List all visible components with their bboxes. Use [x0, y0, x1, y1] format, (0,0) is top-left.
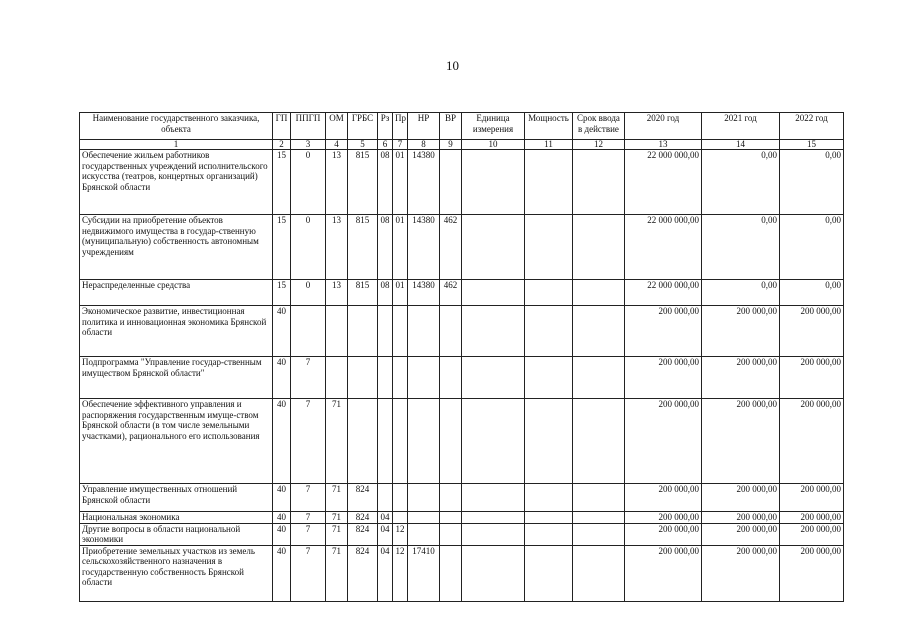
row-value-cell: 40 — [273, 484, 291, 512]
header-cell: ОМ — [326, 113, 348, 140]
row-value-cell — [573, 399, 625, 484]
row-value-cell: 815 — [348, 215, 378, 280]
row-value-cell: 815 — [348, 280, 378, 306]
column-number: 7 — [393, 140, 408, 150]
row-value-cell: 0,00 — [780, 215, 844, 280]
row-value-cell: 13 — [326, 150, 348, 215]
column-number: 14 — [702, 140, 780, 150]
row-value-cell — [348, 357, 378, 399]
row-value-cell: 462 — [440, 280, 462, 306]
row-value-cell: 200 000,00 — [625, 545, 702, 601]
row-value-cell: 200 000,00 — [702, 306, 780, 357]
row-value-cell — [393, 399, 408, 484]
row-value-cell: 04 — [378, 523, 393, 545]
header-cell: Рз — [378, 113, 393, 140]
column-number: 3 — [291, 140, 326, 150]
row-value-cell: 08 — [378, 215, 393, 280]
budget-table — [79, 112, 844, 602]
row-value-cell: 824 — [348, 484, 378, 512]
row-value-cell — [462, 306, 525, 357]
column-number: 11 — [525, 140, 573, 150]
table-row — [80, 150, 844, 215]
row-value-cell: 14380 — [408, 150, 440, 215]
row-value-cell: 200 000,00 — [780, 523, 844, 545]
row-value-cell: 01 — [393, 280, 408, 306]
row-value-cell — [408, 399, 440, 484]
row-value-cell — [440, 545, 462, 601]
table-row — [80, 280, 844, 306]
row-value-cell: 40 — [273, 523, 291, 545]
table-row — [80, 512, 844, 524]
header-cell: Пр — [393, 113, 408, 140]
row-value-cell: 40 — [273, 399, 291, 484]
row-value-cell: 71 — [326, 545, 348, 601]
table-row — [80, 484, 844, 512]
row-value-cell — [573, 280, 625, 306]
row-value-cell — [393, 357, 408, 399]
row-value-cell: 200 000,00 — [702, 512, 780, 524]
row-value-cell — [525, 512, 573, 524]
row-value-cell — [525, 399, 573, 484]
row-value-cell — [525, 545, 573, 601]
table-row — [80, 306, 844, 357]
table-row — [80, 545, 844, 601]
row-value-cell: 22 000 000,00 — [625, 150, 702, 215]
row-value-cell: 824 — [348, 545, 378, 601]
row-value-cell: 14380 — [408, 280, 440, 306]
row-value-cell — [408, 357, 440, 399]
row-value-cell — [573, 512, 625, 524]
row-value-cell — [462, 280, 525, 306]
row-value-cell — [378, 357, 393, 399]
row-value-cell: 15 — [273, 215, 291, 280]
row-value-cell: 04 — [378, 545, 393, 601]
row-value-cell: 200 000,00 — [780, 484, 844, 512]
row-value-cell — [462, 523, 525, 545]
row-value-cell: 13 — [326, 215, 348, 280]
row-name-cell: Другие вопросы в области национальной экономики — [80, 523, 273, 545]
row-value-cell: 0 — [291, 150, 326, 215]
row-value-cell — [525, 523, 573, 545]
row-value-cell — [326, 306, 348, 357]
row-value-cell: 08 — [378, 150, 393, 215]
row-value-cell — [348, 399, 378, 484]
column-number: 4 — [326, 140, 348, 150]
header-cell: 2022 год — [780, 113, 844, 140]
row-value-cell — [525, 215, 573, 280]
row-value-cell — [462, 545, 525, 601]
header-cell: Срок ввода в действие — [573, 113, 625, 140]
row-value-cell — [462, 215, 525, 280]
row-value-cell — [408, 523, 440, 545]
row-value-cell — [408, 484, 440, 512]
row-value-cell: 200 000,00 — [625, 399, 702, 484]
row-value-cell: 15 — [273, 150, 291, 215]
row-value-cell — [573, 545, 625, 601]
row-value-cell — [440, 484, 462, 512]
row-value-cell — [440, 150, 462, 215]
header-cell: НР — [408, 113, 440, 140]
column-number: 8 — [408, 140, 440, 150]
row-value-cell: 200 000,00 — [780, 399, 844, 484]
row-value-cell: 40 — [273, 512, 291, 524]
row-value-cell: 0,00 — [702, 280, 780, 306]
row-value-cell — [462, 484, 525, 512]
row-value-cell: 71 — [326, 484, 348, 512]
row-name-cell: Управление имущественных отношений Брянской области — [80, 484, 273, 512]
row-value-cell: 7 — [291, 399, 326, 484]
row-value-cell: 200 000,00 — [780, 357, 844, 399]
row-value-cell: 71 — [326, 399, 348, 484]
row-value-cell — [440, 512, 462, 524]
column-number-row — [80, 140, 844, 150]
row-value-cell: 40 — [273, 545, 291, 601]
row-value-cell: 200 000,00 — [702, 523, 780, 545]
row-name-cell: Обеспечение жильем работников государственных учреждений исполнительского искусства (театров, концертных организаций) Брянской области — [80, 150, 273, 215]
table-row — [80, 523, 844, 545]
row-value-cell: 12 — [393, 545, 408, 601]
row-name-cell: Субсидии на приобретение объектов недвижимого имущества в государ-ственную (муниципальную) собственность автономным учреждениям — [80, 215, 273, 280]
row-value-cell — [393, 512, 408, 524]
row-value-cell: 01 — [393, 215, 408, 280]
row-value-cell: 824 — [348, 523, 378, 545]
row-value-cell: 17410 — [408, 545, 440, 601]
column-number: 9 — [440, 140, 462, 150]
row-value-cell — [378, 306, 393, 357]
row-value-cell — [525, 280, 573, 306]
row-value-cell: 40 — [273, 306, 291, 357]
row-value-cell: 7 — [291, 523, 326, 545]
row-value-cell: 0 — [291, 280, 326, 306]
column-number: 1 — [80, 140, 273, 150]
row-value-cell — [291, 306, 326, 357]
table-row — [80, 215, 844, 280]
row-value-cell: 200 000,00 — [625, 484, 702, 512]
row-value-cell: 12 — [393, 523, 408, 545]
row-value-cell — [525, 150, 573, 215]
row-value-cell: 08 — [378, 280, 393, 306]
row-value-cell — [573, 150, 625, 215]
table-row — [80, 399, 844, 484]
row-value-cell — [525, 484, 573, 512]
row-value-cell: 200 000,00 — [702, 484, 780, 512]
header-cell: ВР — [440, 113, 462, 140]
header-cell: Мощность — [525, 113, 573, 140]
row-value-cell — [326, 357, 348, 399]
table-header-row — [80, 113, 844, 140]
header-cell: ГП — [273, 113, 291, 140]
row-value-cell: 200 000,00 — [625, 306, 702, 357]
row-value-cell: 200 000,00 — [702, 545, 780, 601]
row-value-cell: 200 000,00 — [780, 306, 844, 357]
row-value-cell — [462, 150, 525, 215]
row-value-cell: 7 — [291, 484, 326, 512]
row-name-cell: Экономическое развитие, инвестиционная политика и инновационная экономика Брянской области — [80, 306, 273, 357]
row-value-cell — [378, 484, 393, 512]
row-value-cell — [462, 357, 525, 399]
row-value-cell: 0,00 — [780, 280, 844, 306]
header-cell: Единица измерения — [462, 113, 525, 140]
row-value-cell: 0,00 — [780, 150, 844, 215]
row-value-cell — [348, 306, 378, 357]
row-value-cell: 200 000,00 — [780, 545, 844, 601]
header-cell: 2020 год — [625, 113, 702, 140]
row-value-cell — [440, 306, 462, 357]
row-value-cell: 7 — [291, 357, 326, 399]
row-value-cell: 15 — [273, 280, 291, 306]
row-value-cell — [462, 399, 525, 484]
column-number: 2 — [273, 140, 291, 150]
row-value-cell: 0 — [291, 215, 326, 280]
table-row — [80, 357, 844, 399]
row-value-cell: 200 000,00 — [625, 512, 702, 524]
row-value-cell: 0,00 — [702, 150, 780, 215]
row-value-cell — [408, 306, 440, 357]
header-cell: ГРБС — [348, 113, 378, 140]
row-value-cell: 200 000,00 — [625, 357, 702, 399]
row-value-cell — [440, 357, 462, 399]
row-value-cell: 200 000,00 — [625, 523, 702, 545]
row-value-cell: 7 — [291, 512, 326, 524]
row-value-cell — [462, 512, 525, 524]
row-value-cell — [525, 357, 573, 399]
row-value-cell: 04 — [378, 512, 393, 524]
column-number: 5 — [348, 140, 378, 150]
column-number: 10 — [462, 140, 525, 150]
row-value-cell: 824 — [348, 512, 378, 524]
row-name-cell: Национальная экономика — [80, 512, 273, 524]
row-value-cell — [573, 484, 625, 512]
row-name-cell: Приобретение земельных участков из земель сельскохозяйственного назначения в государственную собственность Брянской области — [80, 545, 273, 601]
row-value-cell: 815 — [348, 150, 378, 215]
row-value-cell — [525, 306, 573, 357]
row-value-cell: 22 000 000,00 — [625, 280, 702, 306]
column-number: 15 — [780, 140, 844, 150]
column-number: 12 — [573, 140, 625, 150]
row-value-cell: 01 — [393, 150, 408, 215]
row-value-cell: 13 — [326, 280, 348, 306]
row-value-cell: 71 — [326, 523, 348, 545]
column-number: 6 — [378, 140, 393, 150]
row-value-cell — [440, 399, 462, 484]
row-value-cell — [408, 512, 440, 524]
row-value-cell — [440, 523, 462, 545]
row-value-cell: 71 — [326, 512, 348, 524]
row-value-cell — [573, 357, 625, 399]
header-cell: ППГП — [291, 113, 326, 140]
row-name-cell: Подпрограмма "Управление государ-ственным имуществом Брянской области" — [80, 357, 273, 399]
row-name-cell: Обеспечение эффективного управления и распоряжения государственным имуще-ством Брянской области (в том числе земельными участками), рационального его использования — [80, 399, 273, 484]
page-number: 10 — [446, 58, 459, 73]
header-cell: Наименование государственного заказчика, объекта — [80, 113, 273, 140]
row-value-cell: 40 — [273, 357, 291, 399]
row-value-cell: 0,00 — [702, 215, 780, 280]
row-value-cell — [573, 523, 625, 545]
row-value-cell — [393, 484, 408, 512]
row-value-cell — [573, 215, 625, 280]
row-name-cell: Нераспределенные средства — [80, 280, 273, 306]
row-value-cell: 7 — [291, 545, 326, 601]
row-value-cell — [378, 399, 393, 484]
row-value-cell: 14380 — [408, 215, 440, 280]
column-number: 13 — [625, 140, 702, 150]
row-value-cell: 200 000,00 — [702, 399, 780, 484]
row-value-cell: 22 000 000,00 — [625, 215, 702, 280]
row-value-cell: 462 — [440, 215, 462, 280]
row-value-cell — [573, 306, 625, 357]
row-value-cell — [393, 306, 408, 357]
row-value-cell: 200 000,00 — [702, 357, 780, 399]
row-value-cell: 200 000,00 — [780, 512, 844, 524]
header-cell: 2021 год — [702, 113, 780, 140]
